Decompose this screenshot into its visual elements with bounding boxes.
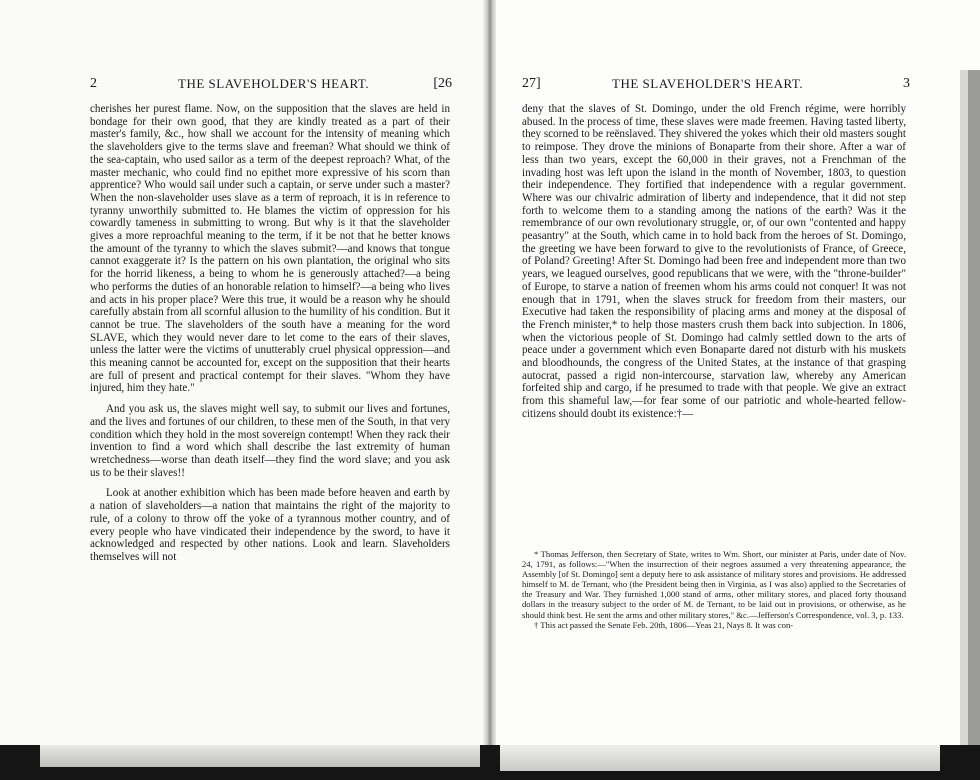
left-page-curl <box>40 745 480 767</box>
right-running-head <box>522 76 910 96</box>
footnote: † This act passed the Senate Feb. 20th, 1806—Yeas 21, Nays 8. It was con- <box>534 619 794 630</box>
book-gutter <box>483 0 497 780</box>
left-page-number: 2 <box>90 76 97 91</box>
left-body-text <box>90 103 450 564</box>
footnote: * Thomas Jefferson, then Secretary of State, writes to Wm. Short, our minister at Paris, under date of Nov. 24, 1791, as follows:—"When the insurrection of their negroes assumed a very threatening appearance, the Assembly [of St. Domingo] sent a deputy here to ask assistance of military stores and provisions. He addressed himself to M. de Ternant, who (the President being then in Virginia, as I was also) applied to the Secretaries of the Treasury and War. They furnished 1,000 stand of arms, other military stores, and placed forty thousand dollars in the treasury subject to the order of M. de Ternant, to be laid out in provisions, or otherwise, as he should think best. He sent the arms and other military stores," &c.—Jefferson's Correspondence, vol. 3, p. 133. <box>522 549 906 620</box>
left-section-marker: [26 <box>433 76 452 91</box>
right-running-title: THE SLAVEHOLDER'S HEART. <box>612 76 804 91</box>
right-page <box>496 0 980 780</box>
right-footnotes <box>522 549 906 630</box>
right-body-text <box>522 103 906 421</box>
scan-bottom-border <box>0 745 980 780</box>
left-paragraph: And you ask us, the slaves might well say, to submit our lives and fortunes, and the lives and fortunes of our children, to these men of the South, in that very condition which they hold in the most sovereign contempt! When they rack their invention to find a word which shall describe the last extremity of human wretchedness—worse than death itself—they find the word slave; and you ask us to be their slaves!! <box>90 403 450 479</box>
right-paragraph: deny that the slaves of St. Domingo, under the old French régime, were horribly abused. In the process of time, these slaves were made freemen. Having tasted liberty, they scorned to be reënslaved. They shivered the yokes which their old masters sought to reimpose. They drove the minions of Bonaparte from their shore. After a war of less than two years, except the 60,000 in their graves, not a Frenchman of the invading host was left upon the island in the month of November, 1803, to question their independence. They fortified that independence with a regular government. Where was our chivalric admiration of liberty and independence, that it did not step forth to welcome them to a standing among the nations of the earth? Was it the remembrance of our own revolutionary struggle, or, of our own "contented and happy peasantry" at the South, which came in to hold back from the heroes of St. Domingo, the greeting we have been forward to give to the revolutionists of France, of Greece, of Poland? Greeting! After St. Domingo had been free and independent more than two years, we leagued ourselves, good republicans that we were, with the "throne-builder" of Europe, to starve a nation of freemen whom his arms could not conquer! It was not enough that in 1791, when the slaves struck for freedom from their masters, our Executive had taken the responsibility of placing arms and money at the disposal of the French minister,* to help those masters crush them back into subjection. In 1806, when the victorious people of St. Domingo had calmly settled down to the arts of peace under a government which even Bonaparte dared not disturb with his muskets and bloodhounds, the congress of the United States, at the instance of that grasping autocrat, passed a rigid non-intercourse, starvation law, whereby any American forfeited ship and cargo, if he presumed to trade with that people. We give an extract from this shameful law,—for fear some of our patriotic and whole-hearted fellow-citizens should doubt its existence:†— <box>522 103 906 420</box>
right-page-number: 3 <box>903 76 910 91</box>
page-edge-shadow <box>960 70 980 750</box>
left-running-head <box>90 76 452 96</box>
left-paragraph: cherishes her purest flame. Now, on the supposition that the slaves are held in bondage for their own good, that they are kindly treated as a part of their master's family, &c., how shall we account for the intensity of meaning which the slaveholders give to the terms slave and freeman? What should we think of the sea-captain, who used sailor as a term of the deepest reproach? What, of the master mechanic, who could find no epithet more expressive of his scorn than apprentice? Who would sail under such a captain, or serve under such a master? When the non-slaveholder uses slave as a term of reproach, it is in reference to tyranny unworthily submitted to. He blames the victim of oppression for his cowardly tameness in submitting to wrong. But why is it that the slaveholder gives a more reproachful meaning to the term, if it be not that he better knows the amount of the tyranny to which the slaves submit?—and knows that tongue cannot exaggerate it? Is the pattern on his own plantation, the original who sits for the horrid likeness, a being to whom he is generously attached?—a being who performs the duties of an honorable relation to himself?—a being who lives and acts in his proper place? Were this true, it would be a reason why he should carefully abstain from all scornful allusion to the humility of his condition. But it cannot be true. The slaveholders of the south have a meaning for the word SLAVE, which they would never dare to let come to the ears of their slaves, unless the latter were the victims of unutterably cruel physical oppression—and this meaning cannot be accounted for, except on the supposition that their hearts are full of present and practical contempt for their slaves. "Whom they have injured, him they hate." <box>90 103 450 395</box>
left-paragraph: Look at another exhibition which has been made before heaven and earth by a nation of slaveholders—a nation that maintains the right of the majority to rule, of a colony to throw off the yoke of a tyrannous mother country, and of every people who have vindicated their independence by the sword, to have it acknowledged and respected by other nations. Look and learn. Slaveholders themselves will not <box>90 487 450 563</box>
right-page-curl <box>500 745 940 771</box>
left-running-title: THE SLAVEHOLDER'S HEART. <box>178 76 370 91</box>
right-section-marker: 27] <box>522 76 541 91</box>
